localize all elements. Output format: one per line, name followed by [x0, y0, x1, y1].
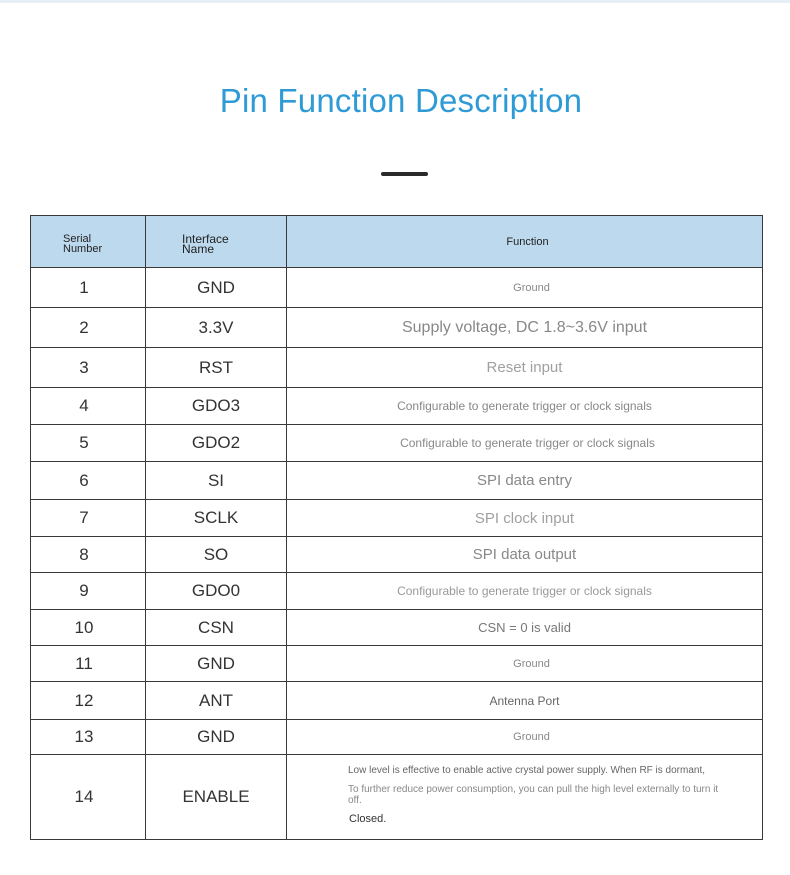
- function-cell: Ground: [287, 646, 763, 682]
- interface-name-cell: GND: [146, 720, 287, 755]
- table-row: [31, 348, 763, 388]
- table-row: [31, 755, 763, 840]
- pin-function-table: [30, 215, 763, 840]
- table-row: [31, 646, 763, 682]
- table-row: [31, 268, 763, 308]
- function-cell: Ground: [287, 268, 763, 308]
- serial-number-cell: 10: [31, 610, 146, 646]
- function-cell: Reset input: [287, 348, 763, 388]
- serial-number-cell: 4: [31, 388, 146, 425]
- serial-number-cell: 6: [31, 462, 146, 500]
- table-row: [31, 500, 763, 537]
- serial-number-cell: 1: [31, 268, 146, 308]
- function-text-line: Closed.: [349, 813, 387, 825]
- interface-name-cell: GDO3: [146, 388, 287, 425]
- function-text-line: Low level is effective to enable active crystal power supply. When RF is dormant,: [348, 765, 706, 776]
- header-serial-line2: Number: [63, 242, 103, 255]
- function-cell: SPI data output: [287, 537, 763, 573]
- interface-name-cell: CSN: [146, 610, 287, 646]
- interface-name-cell: GDO2: [146, 425, 287, 462]
- function-cell: Ground: [287, 720, 763, 755]
- serial-number-cell: 7: [31, 500, 146, 537]
- serial-number-cell: 9: [31, 573, 146, 610]
- table-row: [31, 537, 763, 573]
- function-cell: Antenna Port: [287, 682, 763, 720]
- interface-name-cell: SO: [146, 537, 287, 573]
- header-function: Function: [287, 216, 763, 268]
- table-row: [31, 682, 763, 720]
- header-iface-line1: Interface: [182, 231, 229, 246]
- interface-name-cell: RST: [146, 348, 287, 388]
- table-row: [31, 462, 763, 500]
- table-row: [31, 573, 763, 610]
- function-cell: SPI data entry: [287, 462, 763, 500]
- header-serial-number: [31, 216, 146, 268]
- table-row: [31, 610, 763, 646]
- serial-number-cell: 14: [31, 755, 146, 840]
- serial-number-cell: 13: [31, 720, 146, 755]
- interface-name-cell: SCLK: [146, 500, 287, 537]
- interface-name-cell: GDO0: [146, 573, 287, 610]
- function-cell: Configurable to generate trigger or clock signals: [287, 573, 763, 610]
- function-cell-multiline: [287, 755, 763, 840]
- top-border-line: [0, 0, 790, 3]
- function-cell: Configurable to generate trigger or clock signals: [287, 388, 763, 425]
- table-row: [31, 388, 763, 425]
- serial-number-cell: 11: [31, 646, 146, 682]
- interface-name-cell: SI: [146, 462, 287, 500]
- header-serial-line1: Serial: [63, 232, 92, 245]
- function-cell: SPI clock input: [287, 500, 763, 537]
- interface-name-cell: ANT: [146, 682, 287, 720]
- function-cell: CSN = 0 is valid: [287, 610, 763, 646]
- table-header-row: [31, 216, 763, 268]
- interface-name-cell: ENABLE: [146, 755, 287, 840]
- serial-number-cell: 5: [31, 425, 146, 462]
- serial-number-cell: 3: [31, 348, 146, 388]
- interface-name-cell: GND: [146, 268, 287, 308]
- function-cell: Supply voltage, DC 1.8~3.6V input: [287, 308, 763, 348]
- interface-name-cell: GND: [146, 646, 287, 682]
- header-iface-line2: Name: [182, 241, 215, 256]
- table-row: [31, 425, 763, 462]
- function-text-line: To further reduce power consumption, you can pull the high level externally to turn it off.: [348, 784, 719, 806]
- page-title: Pin Function Description: [219, 82, 583, 119]
- table-row: [31, 720, 763, 755]
- title-divider: [381, 172, 428, 176]
- table-row: [31, 308, 763, 348]
- function-cell: Configurable to generate trigger or clock signals: [287, 425, 763, 462]
- interface-name-cell: 3.3V: [146, 308, 287, 348]
- serial-number-cell: 12: [31, 682, 146, 720]
- serial-number-cell: 2: [31, 308, 146, 348]
- serial-number-cell: 8: [31, 537, 146, 573]
- header-interface-name: [146, 216, 287, 268]
